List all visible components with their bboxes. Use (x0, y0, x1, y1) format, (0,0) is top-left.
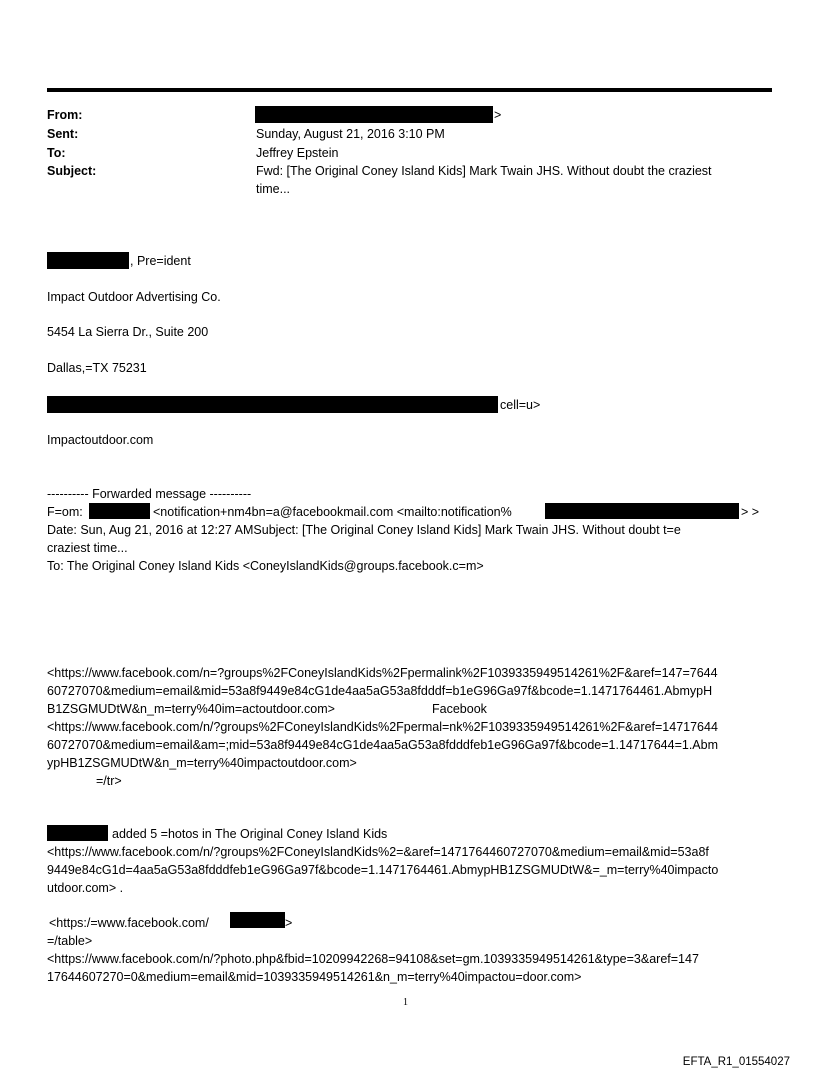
redaction-block (545, 503, 739, 519)
link-4-line1[interactable]: <https://www.facebook.com/n/?photo.php&fbid=10209942268=94108&set=gm.1039335949514261&type=3&aref=147 (47, 952, 699, 966)
signature-city: Dallas,=TX 75231 (47, 361, 147, 375)
sent-value: Sunday, August 21, 2016 3:10 PM (256, 127, 445, 141)
redaction-block (47, 825, 108, 841)
from-label: From: (47, 108, 83, 122)
sent-label: Sent: (47, 127, 79, 141)
bates-number: EFTA_R1_01554027 (682, 1056, 790, 1068)
signature-company: Impact Outdoor Advertising Co. (47, 290, 221, 304)
link-2-line2[interactable]: 60727070&medium=email&am=;mid=53a8f9449e84cG1de4aa5aG53a8fdddfeb1eG96Ga97f&bcode=1.14717644=1.Abm (47, 738, 719, 752)
to-label: To: (47, 146, 66, 160)
signature-website[interactable]: Impactoutdoor.com (47, 433, 154, 447)
forwarded-date-line-2: craziest time... (47, 541, 128, 555)
redaction-block (89, 503, 150, 519)
forwarded-date-line: Date: Sun, Aug 21, 2016 at 12:27 AMSubject: [The Original Coney Island Kids] Mark Twain JHS. Without doubt t=e (47, 523, 681, 537)
redaction-block (255, 106, 493, 123)
tr-close: =/tr> (96, 774, 122, 788)
forwarded-from-prefix: F=om: (47, 505, 83, 519)
link-1-line3[interactable]: B1ZSGMUDtW&n_m=terry%40im=actoutdoor.com> (47, 702, 335, 716)
forwarded-to-line: To: The Original Coney Island Kids <ConeyIslandKids@groups.facebook.c=m> (47, 559, 484, 573)
facebook-label: Facebook (432, 702, 487, 716)
link-3-line3[interactable]: utdoor.com> . (47, 881, 124, 895)
link-4-line2[interactable]: 17644607270=0&medium=email&mid=1039335949514261&n_m=terry%40impactou=door.com> (47, 970, 582, 984)
from-value: > (494, 108, 502, 122)
signature-address: 5454 La Sierra Dr., Suite 200 (47, 325, 209, 339)
added-photos-text: added 5 =hotos in The Original Coney Island Kids (112, 827, 388, 841)
facebook-profile-link-prefix[interactable]: <https:/=www.facebook.com/ (49, 916, 209, 930)
forwarded-separator: ---------- Forwarded message ---------- (47, 487, 252, 501)
link-2-line3[interactable]: ypHB1ZSGMUDtW&n_m=terry%40impactoutdoor.com> (47, 756, 357, 770)
subject-value-line1: Fwd: [The Original Coney Island Kids] Mark Twain JHS. Without doubt the craziest (256, 164, 712, 178)
subject-label: Subject: (47, 164, 97, 178)
link-3-line1[interactable]: <https://www.facebook.com/n/?groups%2FConeyIslandKids%2=&aref=1471764460727070&medium=email&mid=53a8f (47, 845, 709, 859)
signature-cell: cell=u> (500, 398, 541, 412)
table-close: =/table> (47, 934, 93, 948)
forwarded-from-address[interactable]: <notification+nm4bn=a@facebookmail.com <mailto:notification% (153, 505, 512, 519)
redaction-block (47, 252, 129, 269)
link-3-line2[interactable]: 9449e84cG1d=4aa5aG53a8fdddfeb1eG96Ga97f&bcode=1.1471764461.AbmypHB1ZSGMUDtW&=_m=terry%40impacto (47, 863, 719, 877)
redaction-block (230, 912, 285, 928)
signature-title: , Pre=ident (130, 254, 191, 268)
subject-value-line2: time... (256, 182, 291, 196)
forwarded-from-end: > > (741, 505, 760, 519)
link-1-line1[interactable]: <https://www.facebook.com/n=?groups%2FConeyIslandKids%2Fpermalink%2F1039335949514261%2F&aref=147=7644 (47, 666, 718, 680)
header-rule (47, 88, 772, 92)
page-number: 1 (403, 997, 408, 1008)
to-value: Jeffrey Epstein (256, 146, 339, 160)
link-1-line2[interactable]: 60727070&medium=email&mid=53a8f9449e84cG1de4aa5aG53a8fdddf=b1eG96Ga97f&bcode=1.1471764461.AbmypH (47, 684, 713, 698)
redaction-block (47, 396, 498, 413)
facebook-profile-link-end: > (285, 916, 293, 930)
link-2-line1[interactable]: <https://www.facebook.com/n/?groups%2FConeyIslandKids%2Fpermal=nk%2F1039335949514261%2F&aref=14717644 (47, 720, 718, 734)
